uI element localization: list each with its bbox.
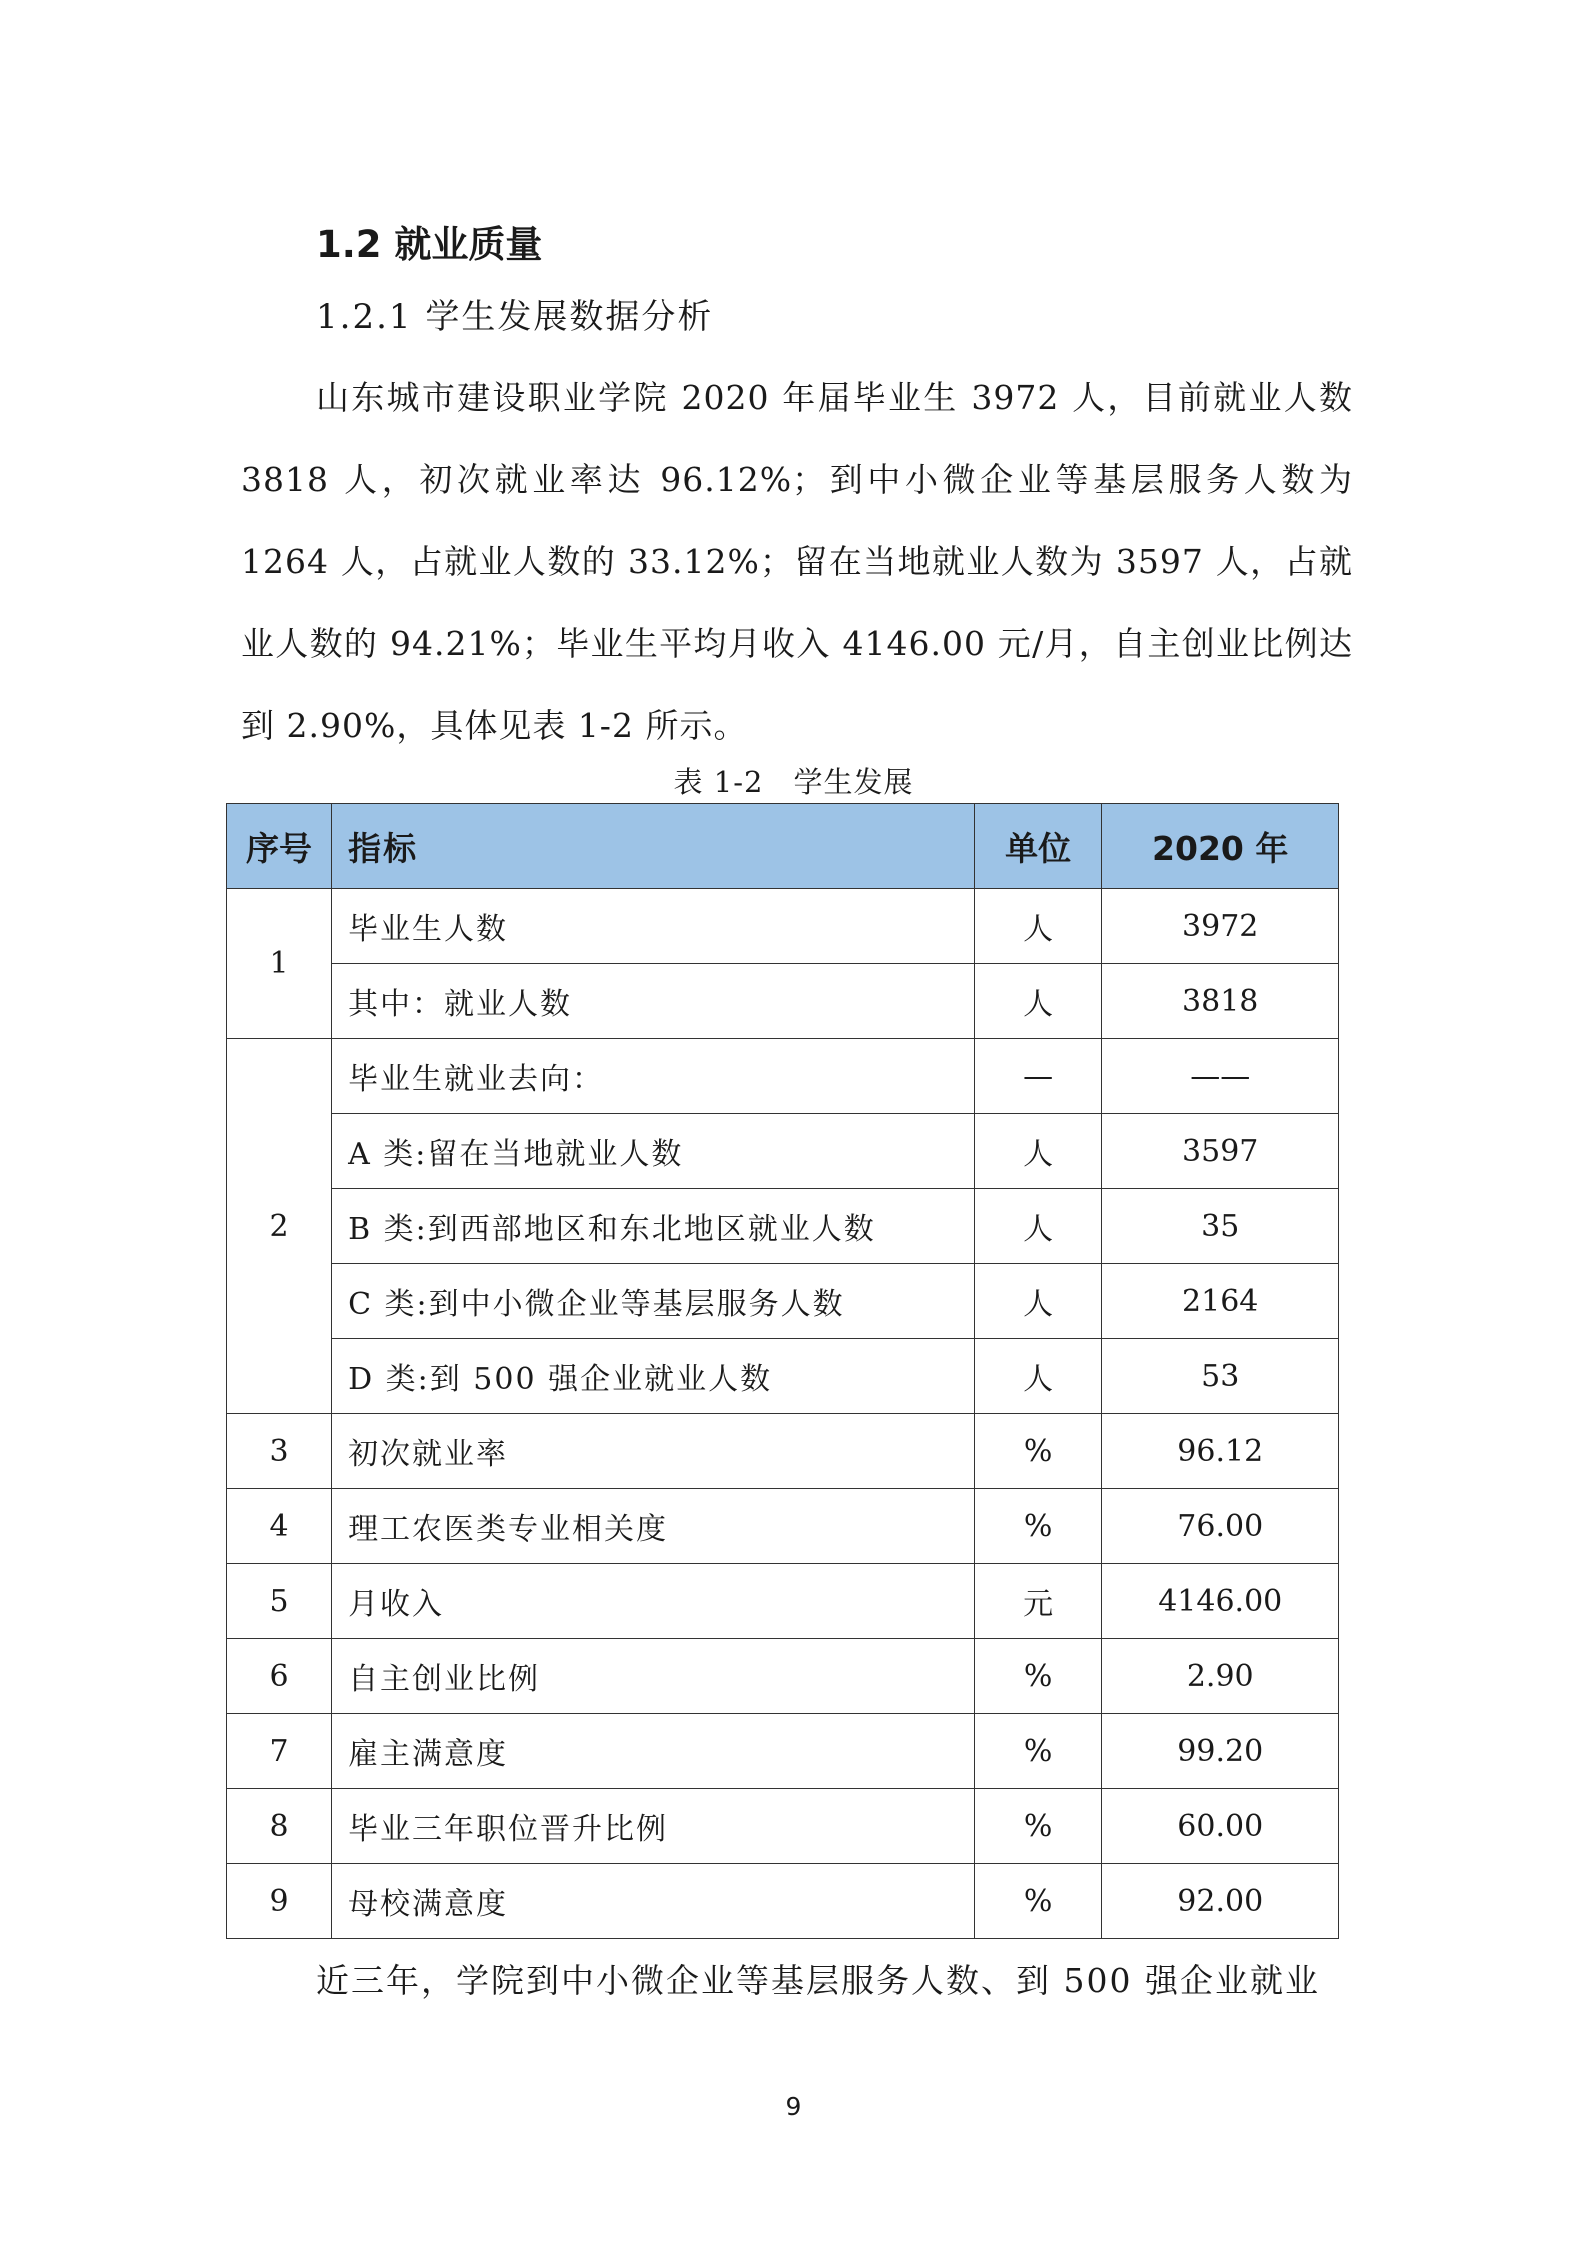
table-row — [227, 1639, 1339, 1714]
row-unit: 元 — [974, 1564, 1102, 1639]
table-row — [227, 964, 1339, 1039]
header-seq: 序号 — [227, 804, 332, 889]
row-value: 3597 — [1102, 1114, 1339, 1189]
row-unit: 人 — [974, 964, 1102, 1039]
row-seq: 6 — [227, 1639, 332, 1714]
row-value: 99.20 — [1102, 1714, 1339, 1789]
row-unit: 人 — [974, 1189, 1102, 1264]
table-row — [227, 1489, 1339, 1564]
row-indicator: 毕业生就业去向： — [332, 1039, 975, 1114]
table-row — [227, 1864, 1339, 1939]
row-unit: 人 — [974, 1339, 1102, 1414]
table-row — [227, 1414, 1339, 1489]
row-value: 76.00 — [1102, 1489, 1339, 1564]
row-indicator: 初次就业率 — [332, 1414, 975, 1489]
row-indicator: 自主创业比例 — [332, 1639, 975, 1714]
table-row — [227, 1339, 1339, 1414]
page-number: 9 — [785, 2092, 802, 2121]
row-value: 2164 — [1102, 1264, 1339, 1339]
row-value: 60.00 — [1102, 1789, 1339, 1864]
table-row — [227, 1714, 1339, 1789]
row-unit: % — [974, 1864, 1102, 1939]
row-value: —— — [1102, 1039, 1339, 1114]
table-header-row — [227, 804, 1339, 889]
row-seq: 7 — [227, 1714, 332, 1789]
row-seq: 3 — [227, 1414, 332, 1489]
row-unit: 人 — [974, 889, 1102, 964]
section-heading: 1.2 就业质量 — [316, 223, 543, 266]
header-year: 2020 年 — [1102, 804, 1339, 889]
row-unit: % — [974, 1489, 1102, 1564]
row-indicator: B 类:到西部地区和东北地区就业人数 — [332, 1189, 975, 1264]
row-value: 53 — [1102, 1339, 1339, 1414]
row-seq: 9 — [227, 1864, 332, 1939]
row-unit: % — [974, 1789, 1102, 1864]
row-unit: — — [974, 1039, 1102, 1114]
row-value: 2.90 — [1102, 1639, 1339, 1714]
table-row — [227, 889, 1339, 964]
row-unit: 人 — [974, 1264, 1102, 1339]
table-row — [227, 1039, 1339, 1114]
student-development-table — [226, 803, 1339, 1939]
row-seq: 2 — [227, 1039, 332, 1414]
row-indicator: 母校满意度 — [332, 1864, 975, 1939]
row-seq: 5 — [227, 1564, 332, 1639]
row-seq: 8 — [227, 1789, 332, 1864]
table-row — [227, 1564, 1339, 1639]
row-value: 92.00 — [1102, 1864, 1339, 1939]
row-value: 96.12 — [1102, 1414, 1339, 1489]
row-unit: % — [974, 1639, 1102, 1714]
row-unit: 人 — [974, 1114, 1102, 1189]
header-unit: 单位 — [974, 804, 1102, 889]
row-value: 3972 — [1102, 889, 1339, 964]
row-unit: % — [974, 1714, 1102, 1789]
row-seq: 4 — [227, 1489, 332, 1564]
body-paragraph: 山东城市建设职业学院 2020 年届毕业生 3972 人，目前就业人数 3818 人，初次就业率达 96.12%；到中小微企业等基层服务人数为 1264 人，占就业人数的 33.12%；留在当地就业人数为 3597 人，占就业人数的 94.21%；毕业生平均月收入 4146.00 元/月，自主创业比例达到 2.90%，具体见表 1-2 所示。 — [241, 378, 1353, 745]
row-indicator: A 类:留在当地就业人数 — [332, 1114, 975, 1189]
table-caption: 表 1-2 学生发展 — [673, 765, 914, 799]
table-row — [227, 1189, 1339, 1264]
row-indicator: 月收入 — [332, 1564, 975, 1639]
header-indicator: 指标 — [332, 804, 975, 889]
table-row — [227, 1264, 1339, 1339]
subsection-heading: 1.2.1 学生发展数据分析 — [316, 297, 714, 337]
row-seq: 1 — [227, 889, 332, 1039]
row-indicator: 毕业三年职位晋升比例 — [332, 1789, 975, 1864]
row-indicator: D 类:到 500 强企业就业人数 — [332, 1339, 975, 1414]
continuation-paragraph: 近三年，学院到中小微企业等基层服务人数、到 500 强企业就业 — [316, 1961, 1320, 2000]
row-value: 4146.00 — [1102, 1564, 1339, 1639]
row-unit: % — [974, 1414, 1102, 1489]
row-indicator: 雇主满意度 — [332, 1714, 975, 1789]
row-value: 35 — [1102, 1189, 1339, 1264]
table-row — [227, 1114, 1339, 1189]
row-indicator: 理工农医类专业相关度 — [332, 1489, 975, 1564]
table-row — [227, 1789, 1339, 1864]
row-indicator: 其中：就业人数 — [332, 964, 975, 1039]
row-value: 3818 — [1102, 964, 1339, 1039]
row-indicator: 毕业生人数 — [332, 889, 975, 964]
row-indicator: C 类:到中小微企业等基层服务人数 — [332, 1264, 975, 1339]
